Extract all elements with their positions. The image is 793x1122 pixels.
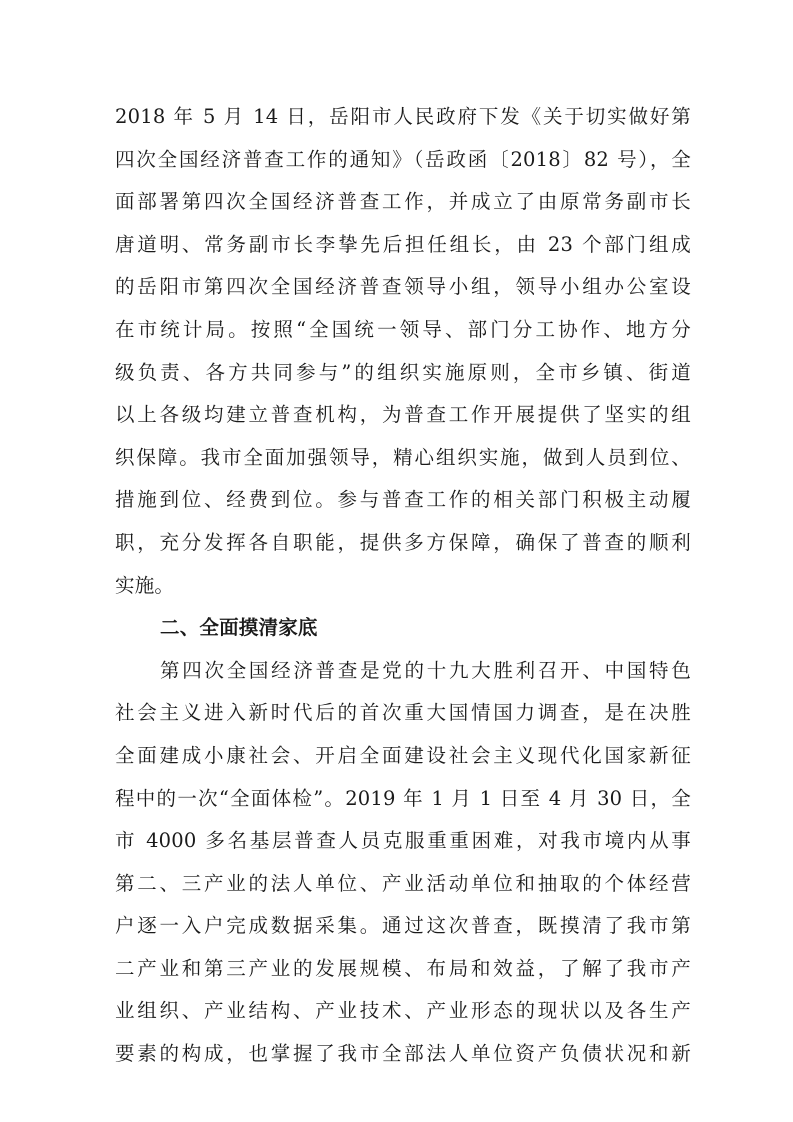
text-line: 级负责、各方共同参与”的组织实施原则，全市乡镇、街道 <box>115 360 691 384</box>
text-line: 面部署第四次全国经济普查工作，并成立了由原常务副市长 <box>115 190 691 214</box>
text-line: 的岳阳市第四次全国经济普查领导小组，领导小组办公室设 <box>115 275 691 299</box>
paragraph-2 <box>115 650 691 1076</box>
text-line: 织保障。我市全面加强领导，精心组织实施，做到人员到位、 <box>115 445 691 469</box>
text-line: 2018 年 5 月 14 日，岳阳市人民政府下发《关于切实做好第 <box>115 105 691 128</box>
text-line: 社会主义进入新时代后的首次重大国情国力调查，是在决胜 <box>115 701 691 725</box>
text-line: 措施到位、经费到位。参与普查工作的相关部门积极主动履 <box>115 488 691 512</box>
paragraph-1 <box>115 96 691 607</box>
section-heading: 二、全面摸清家底 <box>160 616 318 640</box>
text-line: 要素的构成，也掌握了我市全部法人单位资产负债状况和新 <box>115 1042 691 1066</box>
text-line: 四次全国经济普查工作的通知》（岳政函〔2018〕82 号），全 <box>115 147 691 171</box>
text-line: 业组织、产业结构、产业技术、产业形态的现状以及各生产 <box>115 999 691 1023</box>
text-line: 第二、三产业的法人单位、产业活动单位和抽取的个体经营 <box>115 871 691 895</box>
text-line: 户逐一入户完成数据采集。通过这次普查，既摸清了我市第 <box>115 914 691 938</box>
text-line: 第四次全国经济普查是党的十九大胜利召开、中国特色 <box>160 658 691 682</box>
text-line: 唐道明、常务副市长李挚先后担任组长，由 23 个部门组成 <box>115 232 691 256</box>
text-line: 以上各级均建立普查机构，为普查工作开展提供了坚实的组 <box>115 403 691 427</box>
text-line: 二产业和第三产业的发展规模、布局和效益，了解了我市产 <box>115 956 691 980</box>
text-line: 全面建成小康社会、开启全面建设社会主义现代化国家新征 <box>115 743 691 767</box>
text-line: 职，充分发挥各自职能，提供多方保障，确保了普查的顺利 <box>115 530 691 554</box>
text-line: 程中的一次“全面体检”。2019 年 1 月 1 日至 4 月 30 日，全 <box>115 786 691 810</box>
text-line: 市 4000 多名基层普查人员克服重重困难，对我市境内从事 <box>115 829 691 853</box>
text-line: 在市统计局。按照“全国统一领导、部门分工协作、地方分 <box>115 317 691 341</box>
text-line: 实施。 <box>115 573 175 597</box>
